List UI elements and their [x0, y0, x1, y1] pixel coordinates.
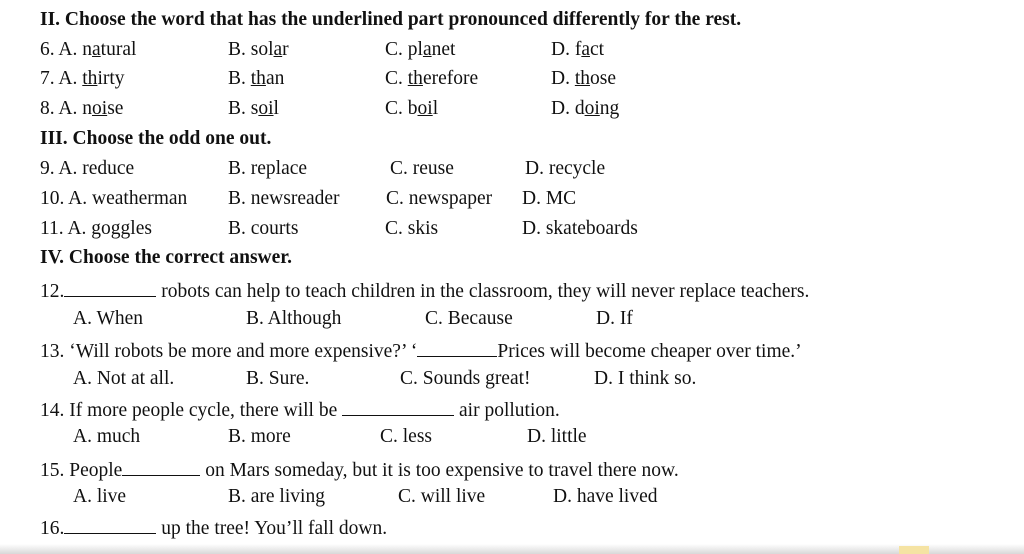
q14-option-b: B. more [228, 426, 291, 447]
q9-option-b: B. replace [228, 158, 308, 179]
question-13-options [0, 367, 1024, 395]
q12-option-d: D. If [596, 308, 633, 329]
question-14-stem: 14. If more people cycle, there will be air pollution. [40, 400, 560, 421]
page-bottom-edge [0, 544, 1024, 554]
question-14-options [0, 425, 1024, 453]
q6-option-b: B. solar [228, 39, 289, 60]
section-iv-heading: IV. Choose the correct answer. [40, 247, 293, 268]
q13-option-a: A. Not at all. [73, 368, 175, 389]
question-6 [0, 38, 1024, 66]
question-13-stem: 13. ‘Will robots be more and more expensive?’ ‘ Prices will become cheaper over time.’ [40, 341, 802, 362]
q12-option-b: B. Although [246, 308, 342, 329]
answer-blank [342, 398, 454, 416]
q15-option-c: C. will live [398, 486, 486, 507]
q6-option-d: D. fact [551, 39, 605, 60]
q10-option-d: D. MC [522, 188, 577, 209]
q6-option-a: 6. A. natural [40, 39, 137, 60]
q14-option-c: C. less [380, 426, 433, 447]
q8-option-d: D. doing [551, 98, 620, 119]
q14-option-a: A. much [73, 426, 141, 447]
q12-option-c: C. Because [425, 308, 513, 329]
question-15-stem: 15. People on Mars someday, but it is too expensive to travel there now. [40, 460, 679, 481]
q7-option-d: D. those [551, 68, 617, 89]
q9-option-d: D. recycle [525, 158, 606, 179]
q7-option-c: C. therefore [385, 68, 479, 89]
section-iii-heading: III. Choose the odd one out. [40, 128, 272, 149]
q12-option-a: A. When [73, 308, 144, 329]
q13-option-d: D. I think so. [594, 368, 697, 389]
q9-option-a: 9. A. reduce [40, 158, 135, 179]
q8-option-c: C. boil [385, 98, 439, 119]
highlight-mark [899, 546, 929, 554]
q11-option-a: 11. A. goggles [40, 218, 152, 239]
q10-option-c: C. newspaper [386, 188, 493, 209]
question-9 [0, 157, 1024, 185]
question-12-options [0, 307, 1024, 335]
q9-option-c: C. reuse [390, 158, 454, 179]
q13-option-c: C. Sounds great! [400, 368, 531, 389]
q6-option-c: C. planet [385, 39, 456, 60]
question-12-stem: 12. robots can help to teach children in the classroom, they will never replace teachers. [40, 281, 810, 302]
q14-option-d: D. little [527, 426, 587, 447]
question-7 [0, 67, 1024, 95]
q11-option-c: C. skis [385, 218, 439, 239]
answer-blank [64, 516, 156, 534]
q7-option-b: B. than [228, 68, 285, 89]
answer-blank [64, 279, 156, 297]
q10-option-b: B. newsreader [228, 188, 340, 209]
q15-option-b: B. are living [228, 486, 325, 507]
q11-option-d: D. skateboards [522, 218, 638, 239]
question-11 [0, 217, 1024, 245]
question-10 [0, 187, 1024, 215]
q11-option-b: B. courts [228, 218, 299, 239]
q8-option-b: B. soil [228, 98, 279, 119]
q13-option-b: B. Sure. [246, 368, 310, 389]
section-ii-heading: II. Choose the word that has the underlined part pronounced differently for the rest. [40, 9, 742, 30]
question-8 [0, 97, 1024, 125]
question-15-options [0, 485, 1024, 513]
q8-option-a: 8. A. noise [40, 98, 124, 119]
q15-option-d: D. have lived [553, 486, 658, 507]
answer-blank [122, 458, 200, 476]
question-16-stem: 16. up the tree! You’ll fall down. [40, 518, 388, 539]
q10-option-a: 10. A. weatherman [40, 188, 188, 209]
q7-option-a: 7. A. thirty [40, 68, 125, 89]
answer-blank [417, 339, 497, 357]
q15-option-a: A. live [73, 486, 127, 507]
